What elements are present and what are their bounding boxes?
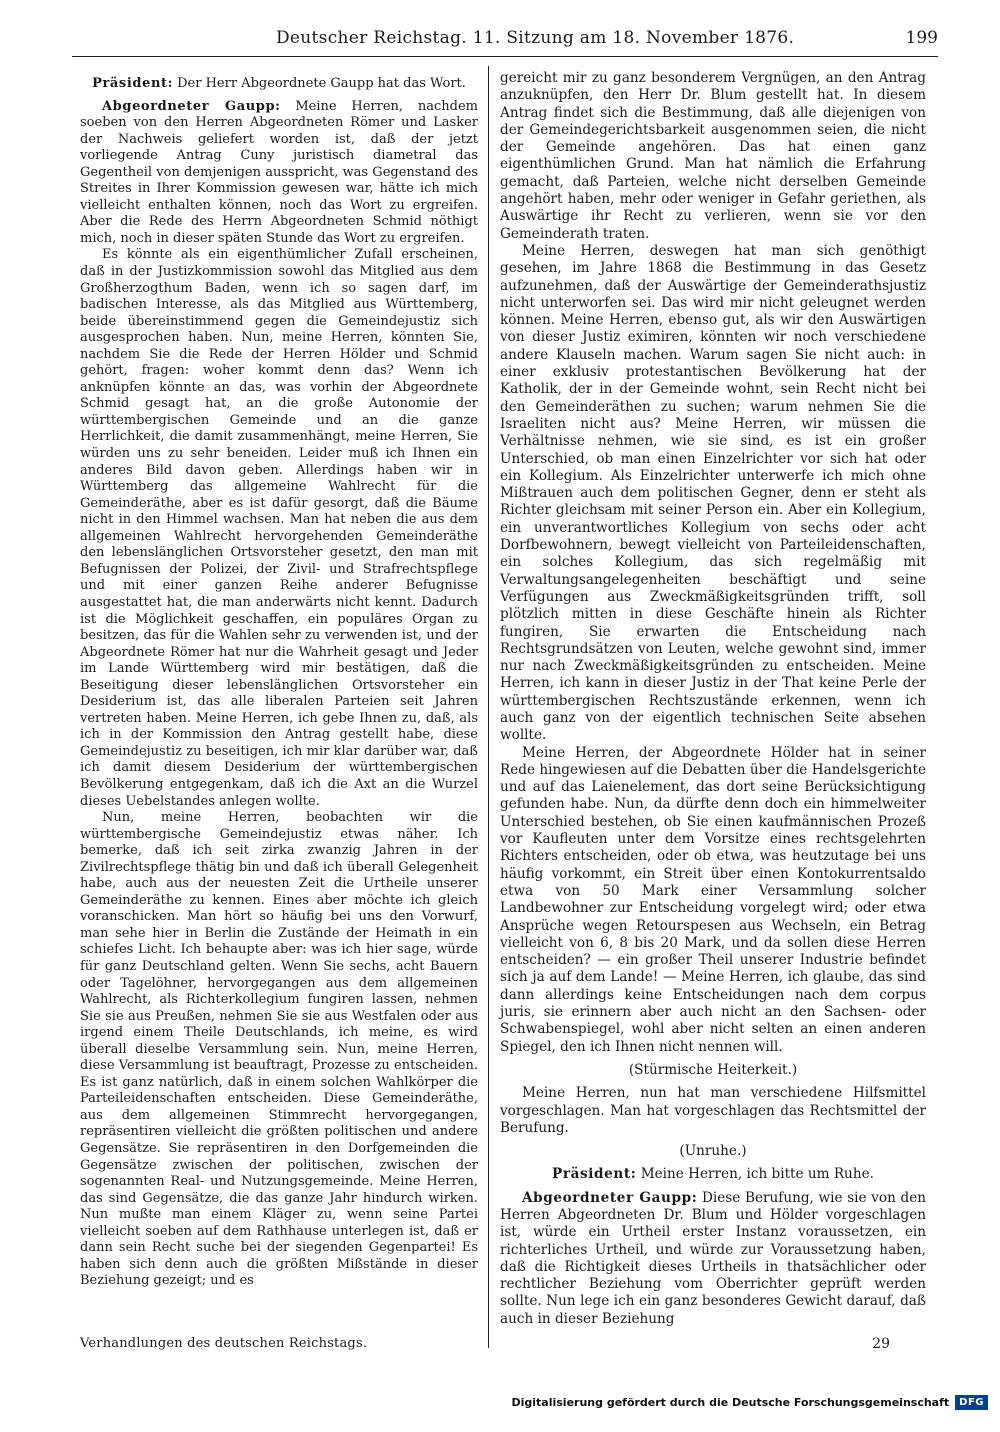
paragraph-text: (Unruhe.) xyxy=(679,1143,747,1160)
stage-direction xyxy=(500,1143,926,1160)
paragraph-text: gereicht mir zu ganz besonderem Vergnügen, an den Antrag anzuknüpfen, den Herr Dr. Blum gestellt hat. In diesem Antrag findet sich die Bestimmung, daß alle diejenigen von der Gemeindegerichtsbarkeit ausgenommen seien, die nicht der Gemeinde angehören. Das hat einen ganz eigenthümlichen Grund. Man hat nämlich die Erfahrung gemacht, daß Parteien, welche nicht derselben Gemeinde angehört haben, mehr oder weniger in Gefahr geriethen, als Auswärtige ihr Recht zu verlieren, wenn sie vor den Gemeinderath traten. xyxy=(500,70,926,242)
paragraph-text: Meine Herren, ich bitte um Ruhe. xyxy=(636,1166,874,1183)
credit-text: Digitalisierung gefördert durch die Deutsche Forschungsgemeinschaft xyxy=(511,1396,950,1409)
paragraph xyxy=(80,247,478,810)
digitization-credit xyxy=(511,1395,988,1410)
column-divider xyxy=(488,66,489,1348)
right-column xyxy=(500,70,926,1328)
speaker-label: Abgeordneter Gaupp: xyxy=(102,98,281,114)
paragraph-text: Diese Berufung, wie sie von den Herren Abgeordneten Dr. Blum und Hölder vorgeschlagen ist, würde ein Urtheil erster Instanz voraussetzen, ein richterliches Urtheil, und würde zur Voraussetzung haben, daß die Richtigkeit dieses Urtheils in thatsächlicher oder rechtlicher Beziehung vom Oberrichter geprüft werden sollte. Nun lege ich ein ganz besonderes Gewicht darauf, daß auch in dieser Beziehung xyxy=(500,1189,927,1327)
paragraph xyxy=(80,810,478,1290)
paragraph-text: Meine Herren, deswegen hat man sich genöthigt gesehen, im Jahre 1868 die Bestimmung in das Gesetz aufzunehmen, daß der Auswärtige der Gemeinderathsjustiz nicht unterworfen sei. Das wird mir nicht geleugnet werden können. Meine Herren, ebenso gut, als wir den Auswärtigen von dieser Justiz eximiren, könnten wir noch verschiedene andere Klauseln machen. Warum sagen Sie nicht auch: in einer exklusiv protestantischen Bevölkerung hat der Katholik, der in der Gemeinde wohnt, sein Recht nicht bei den Gemeinderäthen zu suchen; warum nehmen Sie die Israeliten nicht aus? Meine Herren, wir müssen die Verhältnisse nehmen, wie sie sind, es ist ein großer Unterschied, ob man einen Einzelrichter vor sich hat oder ein Kollegium. Als Einzelrichter unterwerfe ich mich ohne Mißtrauen auch dem politischen Gegner, denn er steht als Richter gleichsam mit seiner Person ein. Aber ein Kollegium, ein unverantwortliches Kollegium von sechs oder acht Dorfbewohnern, bewegt vielleicht von Parteileidenschaften, ein solches Kollegium, das sich regelmäßig mit Verwaltungsangelegenheiten beschäftigt und seine Verfügungen aus Zweckmäßigkeitsgründen trifft, soll plötzlich mitten in diese Geschäfte hinein als Richter fungiren, Sie erwarten die Entscheidung nach Rechtsgrundsätzen von Leuten, welche gewohnt sind, immer nur nach Zweckmäßigkeitsgründen zu entscheiden. Meine Herren, ich kann in dieser Justiz in der That keine Perle der württembergischen Rechtszustände erkennen, wenn ich auch ganz von der eigentlich technischen Seite absehen wollte. xyxy=(500,242,926,744)
paragraph-text: Nun, meine Herren, beobachten wir die württembergische Gemeindejustiz etwas näher. Ich bemerke, daß ich seit zirka zwanzig Jahren in der Zivilrechtspflege thätig bin und daß ich überall Gelegenheit habe, auch aus der neuesten Zeit die Urtheile unserer Gemeinderäthe zu kennen. Eines aber möchte ich gleich voranschicken. Man hört so häufig bei uns den Vorwurf, man sehe hier in Berlin die Zustände der Heimath in ein schiefes Licht. Ich behaupte aber: was ich hier sage, würde für ganz Deutschland gelten. Wenn Sie sechs, acht Bauern oder Tagelöhner, hervorgegangen aus dem allgemeinen Wahlrecht, als Richterkollegium fungiren lassen, nehmen Sie sie aus Preußen, nehmen Sie sie aus Westfalen oder aus irgend einem Theile Deutschlands, ich meine, es wird überall dieselbe Versammlung sein. Nun, meine Herren, diese Versammlung ist beauftragt, Prozesse zu entscheiden. Es ist ganz natürlich, daß in einem solchen Wahlkörper die Parteileidenschaften entscheiden. Diese Gemeinderäthe, aus dem allgemeinen Stimmrecht hervorgegangen, repräsentiren vielleicht die größten politischen und andere Gegensätze. Sie repräsentiren in den Dorfgemeinden die Gegensätze zwischen der politischen, zwischen der sogenannten Real- und Nutzungsgemeinde. Meine Herren, das sind Gegensätze, die das ganze Jahr hindurch wirken. Nun mußte man einem Kläger zu, wenn seine Partei vielleicht soeben auf dem Rathhause unterlegen ist, daß er dann sein Recht suche bei der siegenden Gegenpartei! Es haben sich denn auch die größten Mißstände in dieser Beziehung gezeigt; und es xyxy=(80,810,478,1289)
paragraph-text: Meine Herren, der Abgeordnete Hölder hat in seiner Rede hingewiesen auf die Debatten über die Handelsgerichte und auf das Laienelement, das dort seine Berücksichtigung gefunden habe. Nun, da dürfte denn doch ein himmelweiter Unterschied bestehen, ob Sie einen kaufmännischen Prozeß vor Kaufleuten unter dem Vorsitze eines rechtsgelehrten Richters entscheiden, oder ob etwa, was heutzutage bei uns häufig vorkommt, ein Streit über einen Kontokurrentsaldo etwa von 50 Mark einer Versammlung solcher Landbewohner zur Entscheidung vorgelegt wird; oder etwa Ansprüche wegen Retourspesen aus Wechseln, ein Betrag vielleicht von 6, 8 bis 20 Mark, und da sollen diese Herren entscheiden? — ein großer Theil unserer Industrie befindet sich ja auf dem Lande! — Meine Herren, ich glaube, das sind dann allerdings keine Entscheidungen nach dem corpus juris, sie erinnern aber auch nicht an den Sachsen- oder Schwabenspiegel, wohl aber nicht selten an einen anderen Spiegel, den ich Ihnen nicht nennen will. xyxy=(500,744,926,1055)
paragraph-text: Meine Herren, nun hat man verschiedene Hilfsmittel vorgeschlagen. Man hat vorgeschlagen das Rechtsmittel der Berufung. xyxy=(500,1085,926,1136)
speaker-label: Präsident: xyxy=(92,76,173,91)
paragraph-text: (Stürmische Heiterkeit.) xyxy=(628,1061,798,1078)
paragraph xyxy=(500,70,926,243)
speaker-label: Präsident: xyxy=(552,1166,637,1183)
paragraph xyxy=(500,243,926,745)
paragraph xyxy=(500,1085,926,1137)
paragraph xyxy=(500,1190,926,1328)
paragraph-text: Meine Herren, nachdem soeben von den Herren Abgeordneten Römer und Lasker der Nachweis geliefert worden ist, daß der jetzt vorliegende Antrag Cuny juristisch diametral das Gegentheil von demjenigen ausspricht, was Gegenstand des Streites in Ihrer Kommission gewesen war, hätte ich mich vielleicht enthalten können, noch das Wort zu ergreifen. Aber die Rede des Herrn Abgeordneten Schmid nöthigt mich, noch in dieser späten Stunde das Wort zu ergreifen. xyxy=(80,98,478,246)
paragraph xyxy=(500,1166,926,1183)
paragraph xyxy=(500,745,926,1056)
footer-sheet-number: 29 xyxy=(872,1336,890,1352)
header-title: Deutscher Reichstag. 11. Sitzung am 18. November 1876. xyxy=(276,28,795,48)
header-rule xyxy=(72,56,938,57)
page-header xyxy=(276,28,938,56)
paragraph-text: Der Herr Abgeordnete Gaupp hat das Wort. xyxy=(173,76,466,91)
paragraph xyxy=(80,76,478,93)
paragraph-text: Es könnte als ein eigenthümlicher Zufall erscheinen, daß in der Justizkommission sowohl das Mitglied aus dem Großherzogthum Baden, wenn ich so sagen darf, im badischen Interesse, als das Mitglied aus Württemberg, beide übereinstimmend gegen die Gemeindejustiz sich ausgesprochen haben. Nun, meine Herren, könnten Sie, nachdem Sie die Rede der Herren Hölder und Schmid gehört, fragen: woher kommt denn das? Wenn ich anknüpfen könnte an das, was vorhin der Abgeordnete Schmid gesagt hat, an die große Autonomie der württembergischen Gemeinde und an die ganze Herrlichkeit, die damit zusammenhängt, meine Herren, Sie würden uns zu sehr beneiden. Leider muß ich Ihnen ein anderes Bild davon geben. Allerdings haben wir in Württemberg das allgemeine Wahlrecht für die Gemeinderäthe, aber es ist dafür gesorgt, daß die Bäume nicht in den Himmel wachsen. Man hat neben die aus dem allgemeinen Wahlrecht hervorgehenden Gemeinderäthe den lebenslänglichen Ortsvorsteher gesetzt, den man mit Befugnissen der Polizei, der Zivil- und Strafrechtspflege und mit einer ganzen Reihe anderer Befugnisse ausgestattet hat, die man anderwärts nicht kennt. Dadurch ist die Möglichkeit geschaffen, ein populäres Organ zu besitzen, das für die Wahlen sehr zu verwenden ist, und der Abgeordnete Römer hat nur die Wahrheit gesagt und Jeder im Lande Württemberg wird mir bestätigen, daß die Beseitigung dieser lebenslänglichen Ortsvorsteher ein Desiderium ist, das alle liberalen Parteien seit Jahren vertreten haben. Meine Herren, ich gebe Ihnen zu, daß, als ich in der Kommission den Antrag gestellt habe, diese Gemeindejustiz zu beseitigen, ich mir klar darüber war, daß ich damit diesem Desiderium der württembergischen Bevölkerung entgegenkam, daß ich die Axt an die Wurzel dieses Uebelstandes anlegen wollte. xyxy=(80,247,478,809)
dfg-logo-icon[interactable]: DFG xyxy=(955,1395,988,1410)
left-column xyxy=(80,70,478,1290)
stage-direction xyxy=(500,1062,926,1079)
footer-signature: Verhandlungen des deutschen Reichstags. xyxy=(80,1336,368,1351)
page-number: 199 xyxy=(905,28,938,48)
paragraph xyxy=(80,99,478,248)
speaker-label: Abgeordneter Gaupp: xyxy=(522,1189,698,1206)
